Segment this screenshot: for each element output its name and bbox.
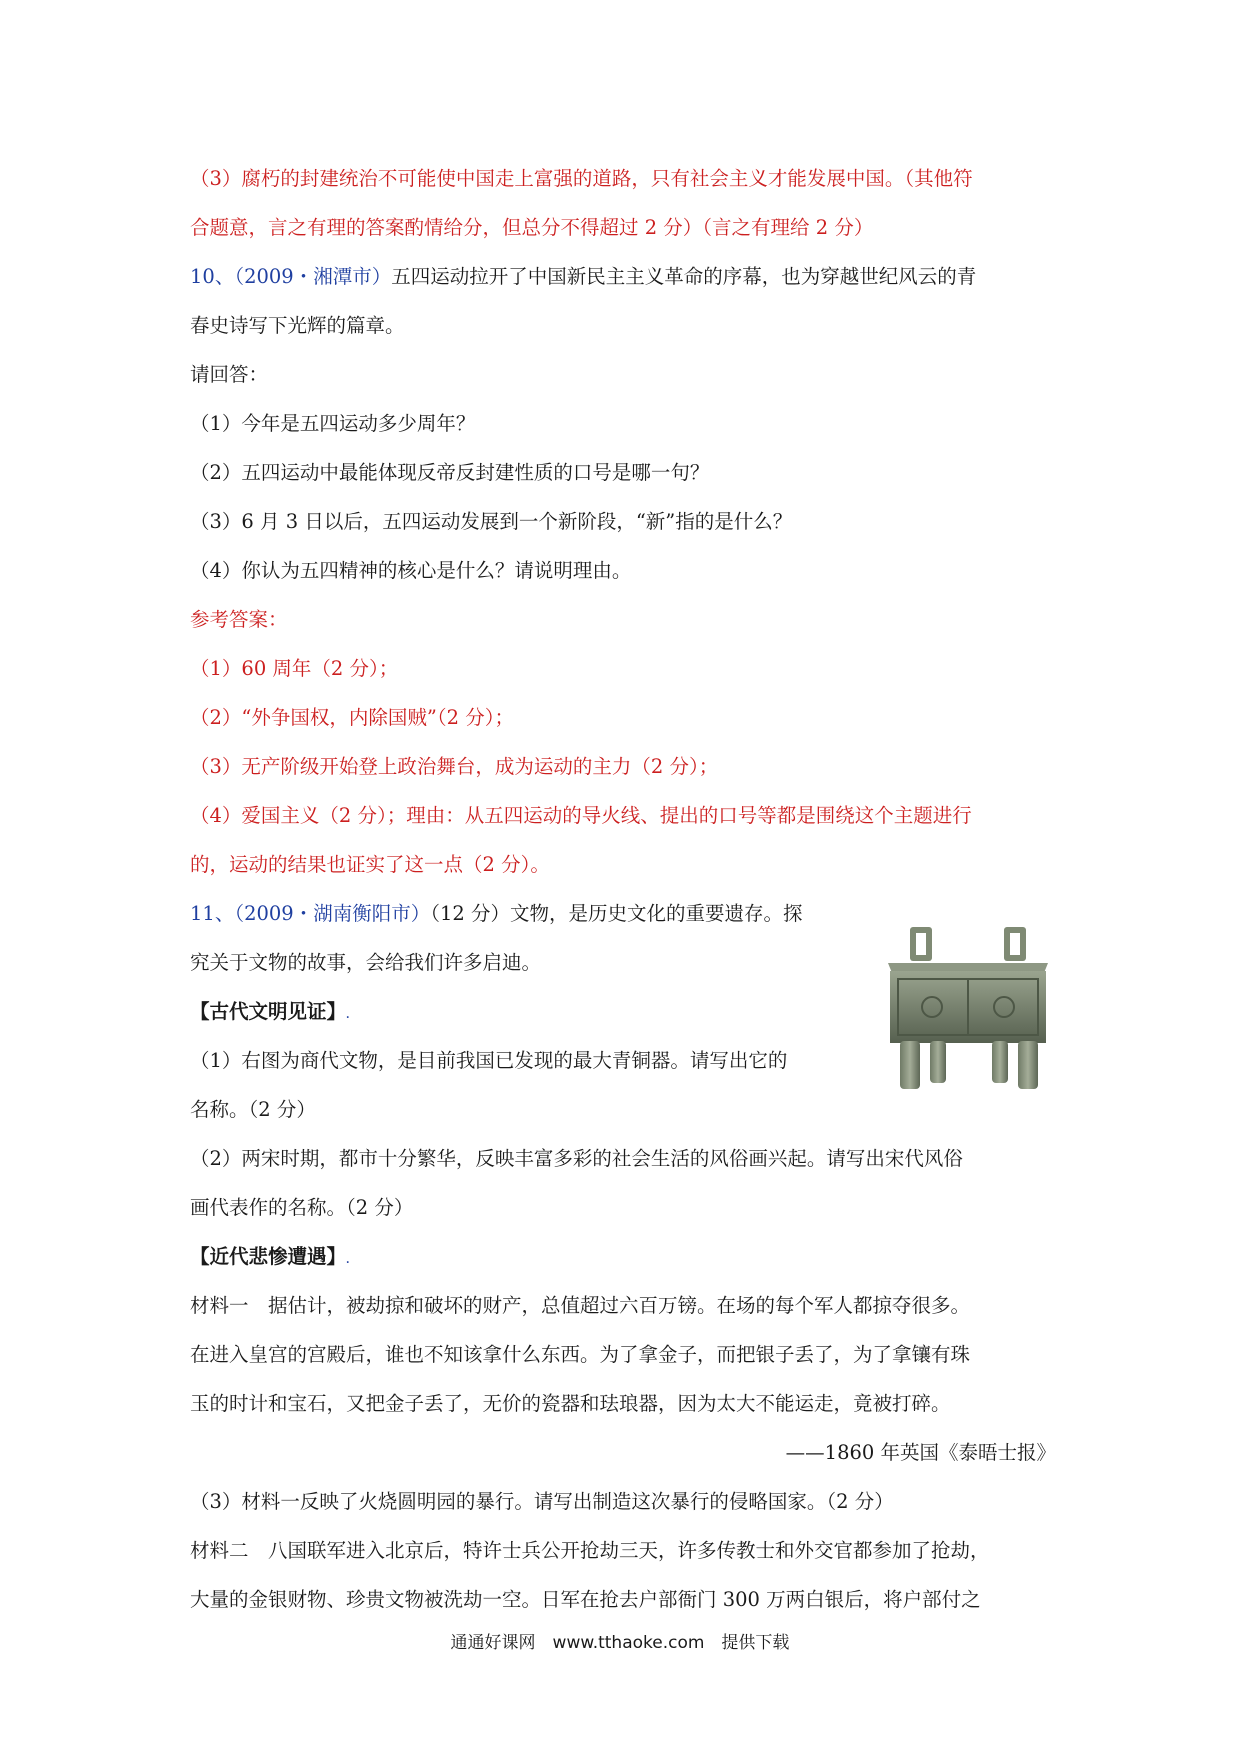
question-source: （2009・湖南衡阳市） <box>234 902 431 925</box>
sub-question: （3）6 月 3 日以后，五四运动发展到一个新阶段，“新”指的是什么？ <box>190 510 793 533</box>
page-footer: 通通好课网 www.tthaoke.com 提供下载 <box>450 1633 790 1653</box>
sub-question: （3）材料一反映了火烧圆明园的暴行。请写出制造这次暴行的侵略国家。（2 分） <box>190 1490 894 1513</box>
sub-question: 画代表作的名称。（2 分） <box>190 1196 414 1219</box>
question-10-header <box>190 252 1056 301</box>
material-text: 材料二 八国联军进入北京后，特许士兵公开抢劫三天，许多传教士和外交官都参加了抢劫， <box>190 1539 990 1562</box>
sub-question: （2）两宋时期，都市十分繁华，反映丰富多彩的社会生活的风俗画兴起。请写出宋代风俗 <box>190 1147 963 1170</box>
answer-line: （4）爱国主义（2 分）；理由：从五四运动的导火线、提出的口号等都是围绕这个主题进行 <box>190 804 972 827</box>
question-number: 10、 <box>190 265 235 288</box>
question-text: 五四运动拉开了中国新民主主义革命的序幕，也为穿越世纪风云的青 <box>391 265 977 288</box>
answer-line: 的，运动的结果也证实了这一点（2 分）。 <box>190 853 550 876</box>
section-heading-text: 【古代文明见证】 <box>190 1000 347 1023</box>
answer-heading: 参考答案： <box>190 608 288 631</box>
question-text: （12 分）文物，是历史文化的重要遗存。探 <box>430 902 803 925</box>
question-text: 春史诗写下光辉的篇章。 <box>190 314 405 337</box>
question-source: （2009・湘潭市） <box>234 265 392 288</box>
sub-question: 名称。（2 分） <box>190 1098 316 1121</box>
marker-dot-icon: . <box>346 1255 350 1266</box>
bronze-ding-image <box>880 925 1056 1091</box>
answer-line: （3）腐朽的封建统治不可能使中国走上富强的道路，只有社会主义才能发展中国。（其他符 <box>190 167 973 190</box>
question-text: 究关于文物的故事，会给我们许多启迪。 <box>190 951 542 974</box>
sub-question: （4）你认为五四精神的核心是什么？请说明理由。 <box>190 559 632 582</box>
answer-line: （3）无产阶级开始登上政治舞台，成为运动的主力（2 分）； <box>190 755 719 778</box>
document-body <box>190 154 1056 1624</box>
material-text: 材料一 据估计，被劫掠和破坏的财产，总值超过六百万镑。在场的每个军人都掠夺很多。 <box>190 1294 971 1317</box>
answer-line: 合题意，言之有理的答案酌情给分，但总分不得超过 2 分）（言之有理给 2 分） <box>190 216 874 239</box>
instruction: 请回答： <box>190 363 269 386</box>
material-text: 在进入皇宫的宫殿后，谁也不知该拿什么东西。为了拿金子，而把银子丢了，为了拿镶有珠 <box>190 1343 971 1366</box>
sub-question: （2）五四运动中最能体现反帝反封建性质的口号是哪一句？ <box>190 461 710 484</box>
answer-line: （1）60 周年（2 分）； <box>190 657 399 680</box>
material-text: 玉的时计和宝石，又把金子丢了，无价的瓷器和珐琅器，因为太大不能运走，竟被打碎。 <box>190 1392 951 1415</box>
sub-question: （1）右图为商代文物，是目前我国已发现的最大青铜器。请写出它的 <box>190 1049 788 1072</box>
section-heading <box>190 1232 1056 1281</box>
question-number: 11、 <box>190 902 235 925</box>
answer-line: （2）“外争国权，内除国贼”（2 分）； <box>190 706 514 729</box>
question-11-header <box>190 889 866 938</box>
sub-question: （1）今年是五四运动多少周年？ <box>190 412 476 435</box>
section-heading <box>190 987 866 1036</box>
section-heading-text: 【近代悲惨遭遇】 <box>190 1245 347 1268</box>
material-text: 大量的金银财物、珍贵文物被洗劫一空。日军在抢去户部衙门 300 万两白银后，将户部付之 <box>190 1588 981 1611</box>
material-citation: ——1860 年英国《泰晤士报》 <box>785 1441 1056 1464</box>
marker-dot-icon: . <box>346 1010 350 1021</box>
